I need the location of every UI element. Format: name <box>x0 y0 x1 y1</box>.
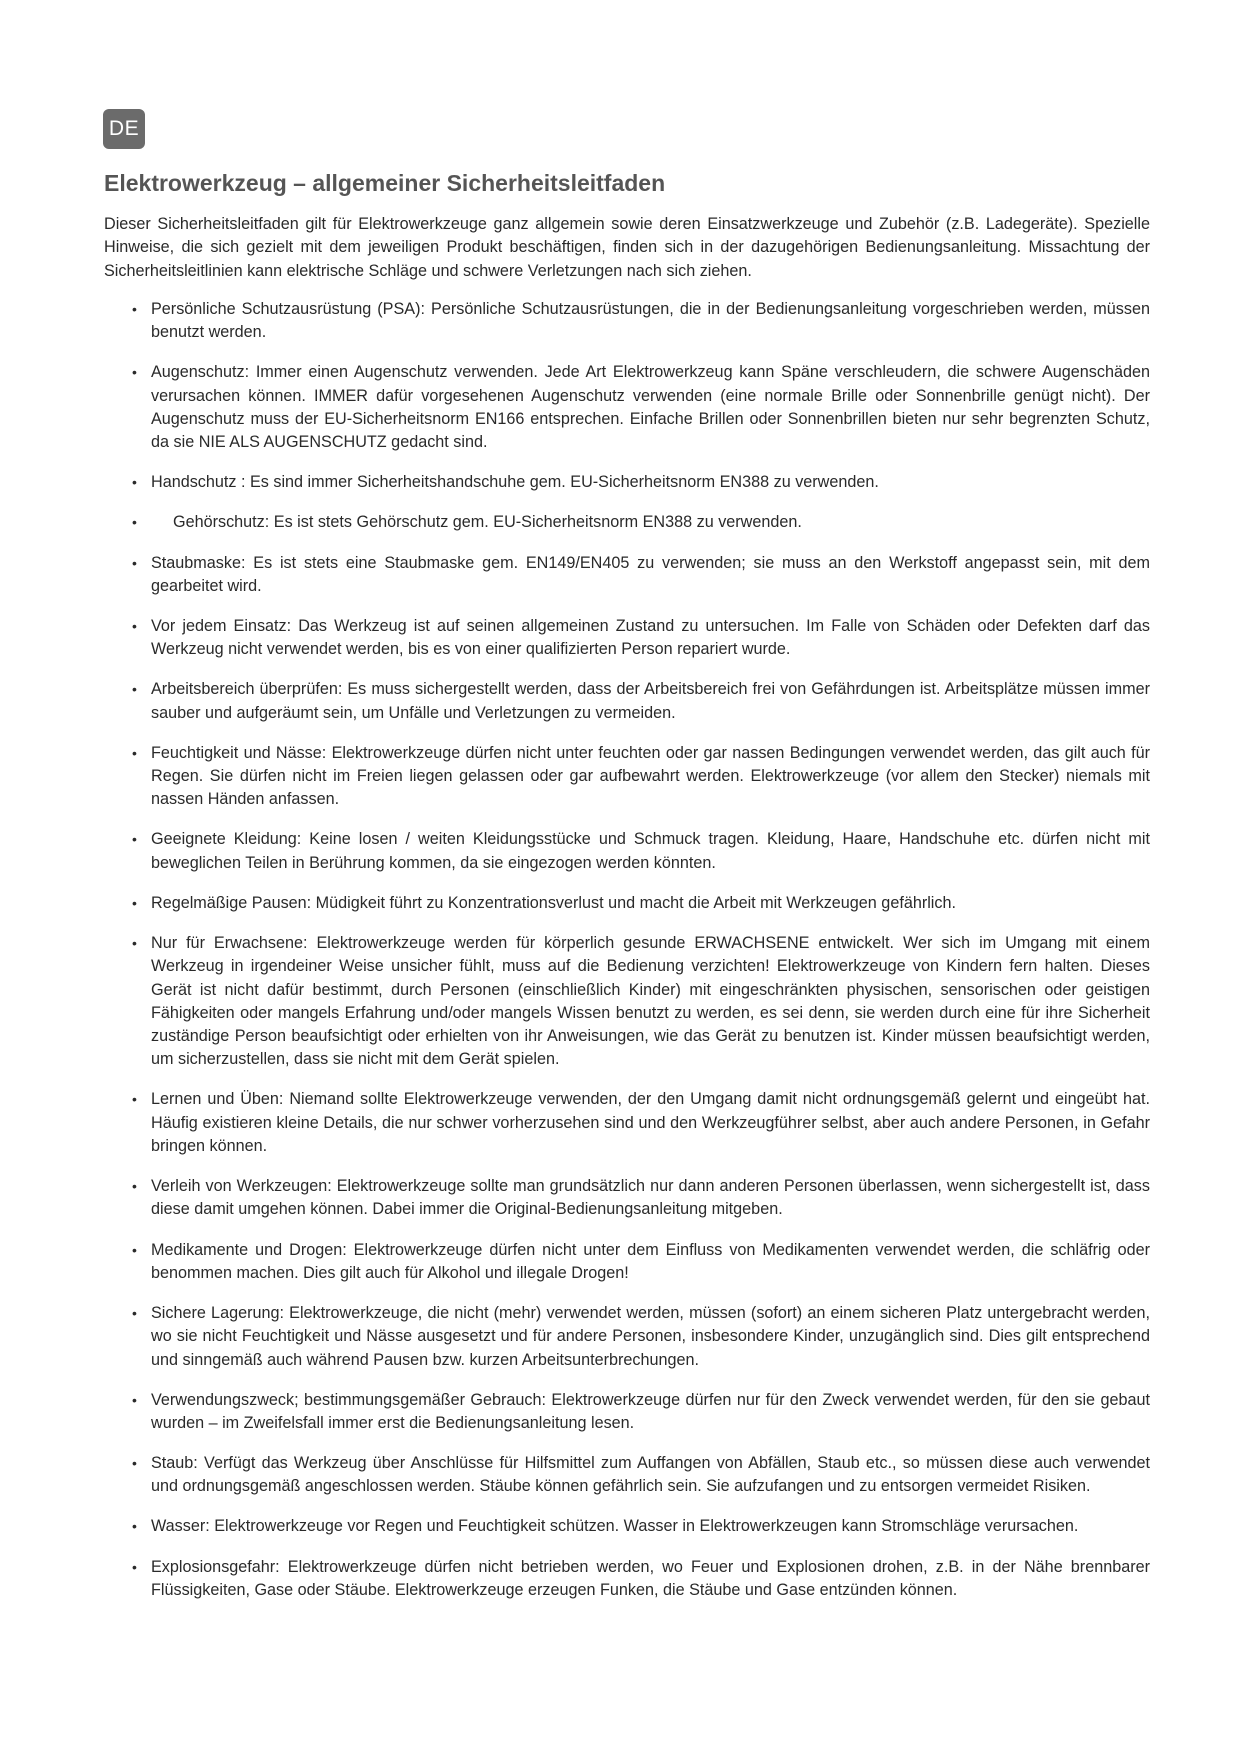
bullet-icon: • <box>132 894 137 911</box>
list-item: • Persönliche Schutzausrüstung (PSA): Persönliche Schutzausrüstungen, die in der Bedienungsanleitung vorgeschrieben werden, müssen benutzt werden. <box>132 300 1150 342</box>
list-item: • Sichere Lagerung: Elektrowerkzeuge, die nicht (mehr) verwendet werden, müssen (sofort) an einem sicheren Platz untergebracht werden, wo sie nicht Feuchtigkeit und Nässe ausgesetzt und für andere Personen, insbesondere Kinder, unzugänglich sind. Dies gilt entsprechend und sinngemäß auch während Pausen bzw. kurzen Arbeitsunterbrechungen. <box>132 1303 1150 1369</box>
bullet-icon: • <box>132 617 137 634</box>
list-item: • Regelmäßige Pausen: Müdigkeit führt zu Konzentrationsverlust und macht die Arbeit mit Werkzeugen gefährlich. <box>104 892 1150 915</box>
bullet-icon: • <box>132 364 137 381</box>
bullet-icon: • <box>132 554 137 571</box>
bullet-icon: • <box>132 1304 137 1321</box>
bullet-icon: • <box>132 474 137 491</box>
list-item: • Arbeitsbereich überprüfen: Es muss sichergestellt werden, dass der Arbeitsbereich frei von Gefährdungen ist. Arbeitsplätze müssen immer sauber und aufgeräumt sein, um Unfälle und Verletzungen zu vermeiden. <box>132 680 1150 722</box>
bullet-icon: • <box>132 1091 137 1108</box>
bullet-icon: • <box>132 681 137 698</box>
bullet-icon: • <box>132 1241 137 1258</box>
bullet-icon: • <box>132 1455 137 1472</box>
list-item: • Nur für Erwachsene: Elektrowerkzeuge werden für körperlich gesunde ERWACHSENE entwickelt. Wer sich im Umgang mit einem Werkzeug in irgendeiner Weise unsicher fühlt, muss auf die Bedienung verzichten! Elektrowerkzeuge von Kindern fern halten. Dieses Gerät ist nicht dafür bestimmt, durch Personen (einschließlich Kinder) mit eingeschränkten physischen, sensorischen oder geistigen Fähigkeiten oder mangels Erfahrung und/oder mangels Wissen benutzt zu werden, es sei denn, sie werden durch eine für ihre Sicherheit zuständige Person beaufsichtigt oder erhielten von ihr Anweisungen, wie das Gerät zu benutzen ist. Kinder müssen beaufsichtigt werden, um sicherzustellen, dass sie nicht mit dem Gerät spielen. <box>132 933 1150 1069</box>
bullet-icon: • <box>132 831 137 848</box>
language-badge: DE <box>103 109 145 149</box>
list-item: • Wasser: Elektrowerkzeuge vor Regen und Feuchtigkeit schützen. Wasser in Elektrowerkzeugen kann Stromschläge verursachen. <box>104 1515 1150 1538</box>
list-item: • Handschutz : Es sind immer Sicherheitshandschuhe gem. EU-Sicherheitsnorm EN388 zu verwenden. <box>104 471 1150 494</box>
list-item: • Augenschutz: Immer einen Augenschutz verwenden. Jede Art Elektrowerkzeug kann Späne verschleudern, die schwere Augenschäden verursachen können. IMMER dafür vorgesehenen Augenschutz verwenden (eine normale Brille oder Sonnenbrille genügt nicht). Der Augenschutz muss der EU-Sicherheitsnorm EN166 entsprechen. Einfache Brillen oder Sonnenbrillen bieten nur sehr begrenzten Schutz, da sie NIE ALS AUGENSCHUTZ gedacht sind. <box>132 363 1150 452</box>
list-item: • Vor jedem Einsatz: Das Werkzeug ist auf seinen allgemeinen Zustand zu untersuchen. Im Falle von Schäden oder Defekten darf das Werkzeug nicht verwendet werden, bis es von einer qualifizierten Person repariert wurde. <box>132 616 1150 659</box>
list-item: • Staubmaske: Es ist stets eine Staubmaske gem. EN149/EN405 zu verwenden; sie muss an den Werkstoff angepasst sein, mit dem gearbeitet wird. <box>132 553 1150 595</box>
safety-list <box>104 298 1150 1619</box>
bullet-icon: • <box>132 1178 137 1195</box>
list-item: • Geeignete Kleidung: Keine losen / weiten Kleidungsstücke und Schmuck tragen. Kleidung, Haare, Handschuhe etc. dürfen nicht mit beweglichen Teilen in Berührung kommen, da sie eingezogen werden könnten. <box>132 830 1150 872</box>
list-item: • Explosionsgefahr: Elektrowerkzeuge dürfen nicht betrieben werden, wo Feuer und Explosionen drohen, z.B. in der Nähe brennbarer Flüssigkeiten, Gase oder Stäube. Elektrowerkzeuge erzeugen Funken, die Stäube und Gase entzünden können. <box>132 1557 1150 1599</box>
page-title: Elektrowerkzeug – allgemeiner Sicherheitsleitfaden <box>104 170 666 196</box>
bullet-icon: • <box>132 934 137 951</box>
bullet-icon: • <box>132 1558 137 1575</box>
list-item: • Medikamente und Drogen: Elektrowerkzeuge dürfen nicht unter dem Einfluss von Medikamenten verwendet werden, die schläfrig oder benommen machen. Dies gilt auch für Alkohol und illegale Drogen! <box>132 1240 1150 1282</box>
list-item: • Feuchtigkeit und Nässe: Elektrowerkzeuge dürfen nicht unter feuchten oder gar nassen Bedingungen verwendet werden, das gilt auch für Regen. Sie dürfen nicht im Freien liegen gelassen oder gar aufbewahrt werden. Elektrowerkzeuge (vor allem den Stecker) niemals mit nassen Händen anfassen. <box>132 743 1150 809</box>
bullet-icon: • <box>132 1391 137 1408</box>
list-item: • Lernen und Üben: Niemand sollte Elektrowerkzeuge verwenden, der den Umgang damit nicht ordnungsgemäß gelernt und eingeübt hat. Häufig existieren kleine Details, die nur schwer vorherzusehen sind und den Werkzeugführer selbst, aber auch andere Personen, in Gefahr bringen können. <box>132 1090 1150 1156</box>
intro-paragraph: Dieser Sicherheitsleitfaden gilt für Elektrowerkzeuge ganz allgemein sowie deren Einsatzwerkzeuge und Zubehör (z.B. Ladegeräte). Spezielle Hinweise, die sich gezielt mit dem jeweiligen Produkt beschäftigen, finden sich in der dazugehörigen Bedienungsanleitung. Missachtung der Sicherheitsleitlinien kann elektrische Schläge und schwere Verletzungen nach sich ziehen. <box>104 215 1150 280</box>
list-item: • Verwendungszweck; bestimmungsgemäßer Gebrauch: Elektrowerkzeuge dürfen nur für den Zweck verwendet werden, für den sie gebaut wurden – im Zweifelsfall immer erst die Bedienungsanleitung lesen. <box>132 1390 1150 1432</box>
bullet-icon: • <box>132 301 137 317</box>
bullet-icon: • <box>132 514 137 531</box>
bullet-icon: • <box>132 744 137 761</box>
list-item: • Verleih von Werkzeugen: Elektrowerkzeuge sollte man grundsätzlich nur dann anderen Personen überlassen, wenn sichergestellt ist, dass diese damit umgehen können. Dabei immer die Original-Bedienungsanleitung mitgeben. <box>132 1177 1150 1219</box>
bullet-icon: • <box>132 1518 137 1535</box>
list-item: • Staub: Verfügt das Werkzeug über Anschlüsse für Hilfsmittel zum Auffangen von Abfällen, Staub etc., so müssen diese auch verwendet und ordnungsgemäß angeschlossen werden. Stäube können gefährlich sein. Sie aufzufangen und zu entsorgen vermeidet Risiken. <box>132 1454 1150 1496</box>
list-item: • Gehörschutz: Es ist stets Gehörschutz gem. EU-Sicherheitsnorm EN388 zu verwenden. <box>104 511 1150 534</box>
